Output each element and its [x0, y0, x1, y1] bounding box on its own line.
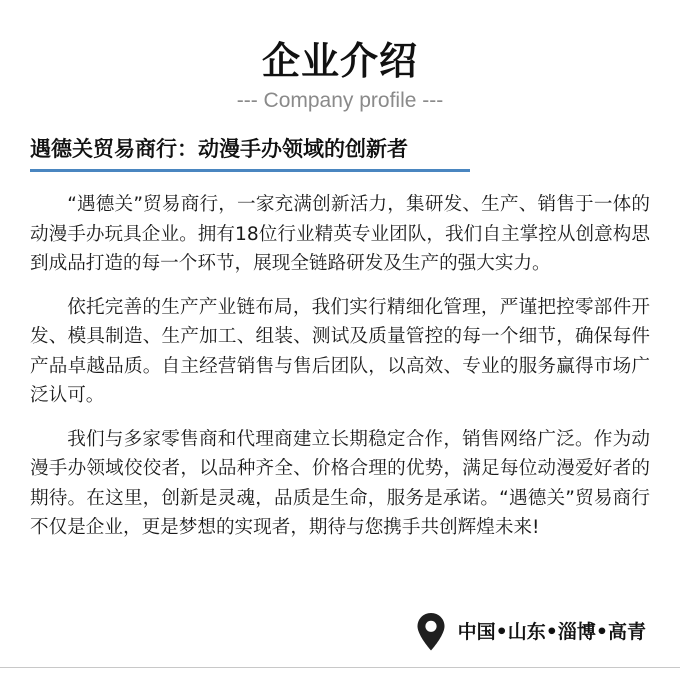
intro-paragraph-3: 我们与多家零售商和代理商建立长期稳定合作，销售网络广泛。作为动漫手办领域佼佼者，以品种齐全、价格合理的优势，满足每位动漫爱好者的期待。在这里，创新是灵魂，品质是生命，服务是承诺。“遇德关”贸易商行不仅是企业，更是梦想的实现者，期待与您携手共创辉煌未来! — [30, 428, 650, 538]
bottom-divider — [0, 667, 680, 668]
page-title: 企业介绍 — [261, 39, 418, 83]
location-text: 中国•山东•淄博•高青 — [457, 621, 646, 643]
map-pin-icon — [416, 612, 446, 652]
page-subtitle: --- Company profile --- — [236, 89, 444, 112]
section-heading: 遇德关贸易商行：动漫手办领域的创新者 — [30, 137, 408, 161]
section-heading-underline — [30, 169, 470, 172]
intro-paragraph-2: 依托完善的生产产业链布局，我们实行精细化管理，严谨把控零部件开发、模具制造、生产加工、组装、测试及质量管控的每一个细节，确保每件产品卓越品质。自主经营销售与售后团队，以高效、专业的服务赢得市场广泛认可。 — [30, 296, 650, 406]
location-footer — [416, 612, 646, 652]
intro-content — [30, 190, 650, 557]
intro-paragraph-1: “遇德关”贸易商行，一家充满创新活力，集研发、生产、销售于一体的动漫手办玩具企业。拥有18位行业精英专业团队，我们自主掌控从创意构思到成品打造的每一个环节，展现全链路研发及生产的强大实力。 — [30, 194, 650, 274]
